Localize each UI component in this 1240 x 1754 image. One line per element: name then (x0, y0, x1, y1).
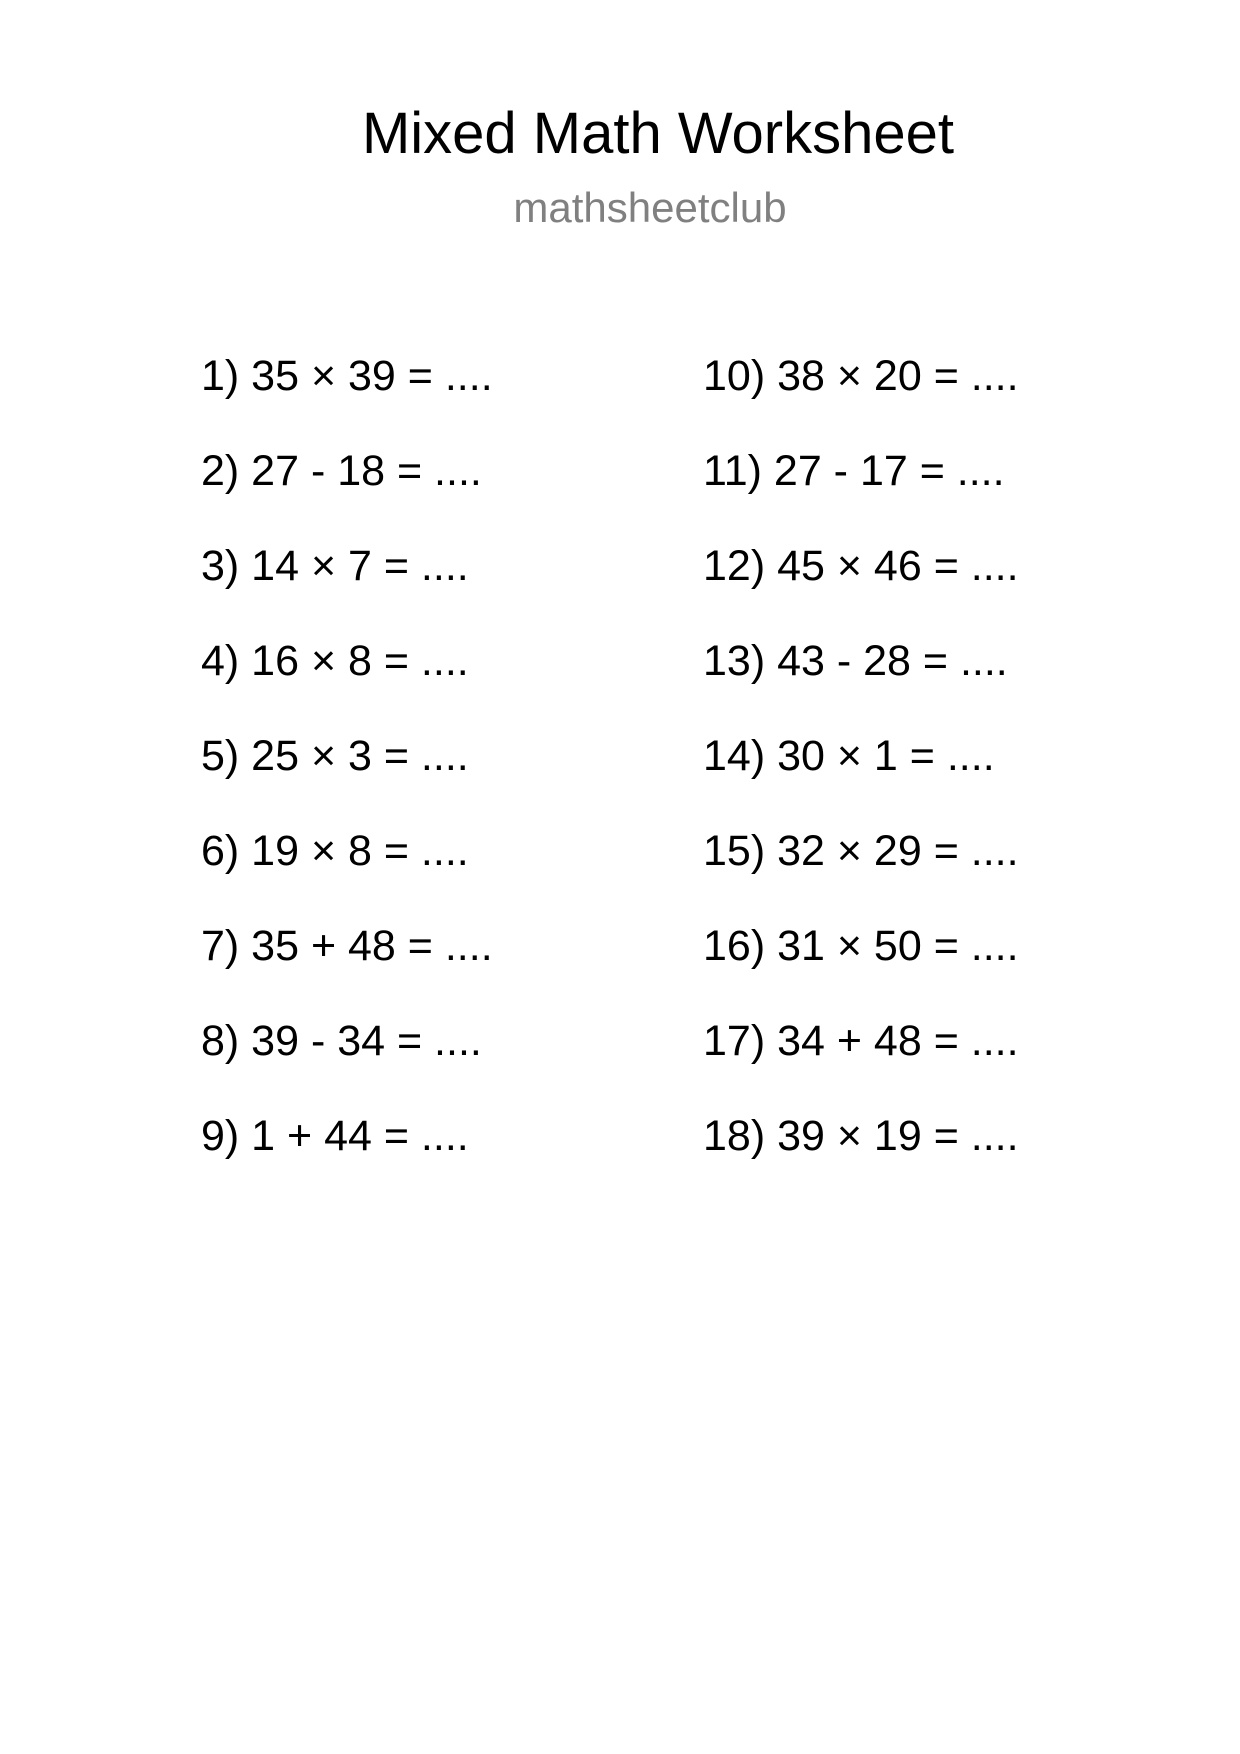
problem-6: 6) 19 × 8 = .... (201, 827, 469, 875)
problem-1: 1) 35 × 39 = .... (201, 352, 493, 400)
problem-2: 2) 27 - 18 = .... (201, 447, 482, 495)
problem-15: 15) 32 × 29 = .... (703, 827, 1019, 875)
problem-17: 17) 34 + 48 = .... (703, 1017, 1019, 1065)
problem-9: 9) 1 + 44 = .... (201, 1112, 469, 1160)
problem-11: 11) 27 - 17 = .... (703, 447, 1005, 495)
problem-4: 4) 16 × 8 = .... (201, 637, 469, 685)
problem-10: 10) 38 × 20 = .... (703, 352, 1019, 400)
problem-7: 7) 35 + 48 = .... (201, 922, 493, 970)
problem-3: 3) 14 × 7 = .... (201, 542, 469, 590)
problem-16: 16) 31 × 50 = .... (703, 922, 1019, 970)
problem-13: 13) 43 - 28 = .... (703, 637, 1008, 685)
worksheet-title: Mixed Math Worksheet (361, 101, 955, 166)
problems-column-right (703, 350, 1019, 1205)
worksheet-subtitle: mathsheetclub (513, 184, 787, 231)
problem-5: 5) 25 × 3 = .... (201, 732, 469, 780)
problem-8: 8) 39 - 34 = .... (201, 1017, 482, 1065)
problems-column-left (201, 350, 493, 1205)
problem-18: 18) 39 × 19 = .... (703, 1112, 1019, 1160)
problem-12: 12) 45 × 46 = .... (703, 542, 1019, 590)
problem-14: 14) 30 × 1 = .... (703, 732, 995, 780)
